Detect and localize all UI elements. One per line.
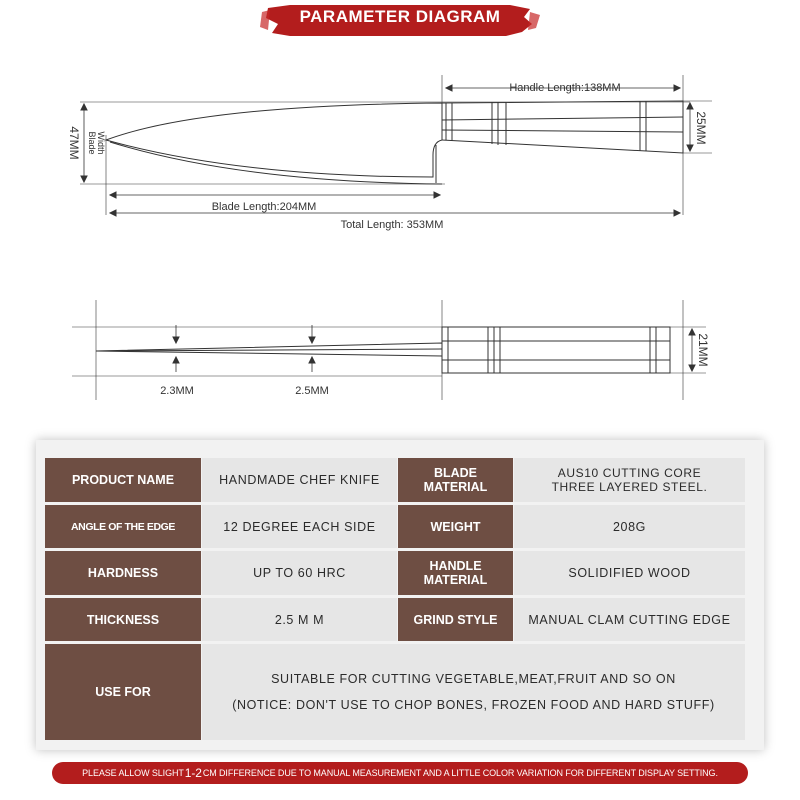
knife-dimension-diagram	[0, 40, 800, 440]
product-name-label: PRODUCT NAME	[45, 458, 201, 502]
blade-material-value	[514, 458, 745, 502]
blade-width-total-label: 47MM	[67, 126, 81, 160]
angle-label: ANGLE OF THE EDGE	[45, 505, 201, 548]
handle-length-label: Handle Length:138MM	[509, 82, 621, 94]
disclaimer-text-end: CM DIFFERENCE DUE TO MANUAL MEASUREMENT AND A LITTLE COLOR VARIATION FOR DIFFERENT DISPLAY SETTING.	[202, 768, 718, 778]
angle-value: 12 DEGREE EACH SIDE	[202, 505, 397, 548]
blade-material-value-line2: THREE LAYERED STEEL.	[551, 480, 708, 494]
hardness-value: UP TO 60 HRC	[202, 551, 397, 595]
disclaimer-text-start: PLEASE ALLOW SLIGHT	[82, 768, 184, 778]
blade-length-label: Blade Length:204MM	[211, 201, 317, 213]
blade-width-label-2: Width	[96, 131, 106, 155]
weight-value: 208G	[514, 505, 745, 548]
blade-bevel-line	[110, 142, 442, 184]
thickness-label-2: 2.5MM	[295, 385, 329, 397]
hardness-label: HARDNESS	[45, 551, 201, 595]
blade-top-outline	[106, 103, 442, 177]
total-length-label: Total Length: 353MM	[340, 219, 444, 231]
handle-top-outline	[442, 101, 683, 153]
use-for-line1: SUITABLE FOR CUTTING VEGETABLE,MEAT,FRUIT AND SO ON	[271, 672, 676, 686]
page-title: PARAMETER DIAGRAM	[299, 7, 501, 26]
disclaimer-range: 1-2	[184, 766, 202, 780]
handle-spine-outline	[442, 327, 670, 373]
use-for-value	[202, 644, 745, 740]
blade-width-label-1: Blade	[87, 131, 97, 155]
blade-material-label: BLADE MATERIAL	[398, 458, 513, 502]
product-name-value: HANDMADE CHEF KNIFE	[202, 458, 397, 502]
handle-height-label: 25MM	[694, 111, 708, 145]
grind-style-label: GRIND STYLE	[398, 598, 513, 641]
thickness-value: 2.5 M M	[202, 598, 397, 641]
blade-material-value-line1: AUS10 CUTTING CORE	[557, 466, 702, 480]
thickness-label-1: 2.3MM	[160, 385, 194, 397]
thickness-label: THICKNESS	[45, 598, 201, 641]
handle-material-value: SOLIDIFIED WOOD	[514, 551, 745, 595]
disclaimer-bar	[52, 762, 748, 784]
grind-style-value: MANUAL CLAM CUTTING EDGE	[514, 598, 745, 641]
use-for-notice: (NOTICE: DON'T USE TO CHOP BONES, FROZEN FOOD AND HARD STUFF)	[232, 698, 715, 712]
use-for-label: USE FOR	[45, 644, 201, 740]
weight-label: WEIGHT	[398, 505, 513, 548]
spec-table	[36, 440, 764, 750]
handle-material-label: HANDLE MATERIAL	[398, 551, 513, 595]
spine-height-label: 21MM	[696, 333, 710, 367]
